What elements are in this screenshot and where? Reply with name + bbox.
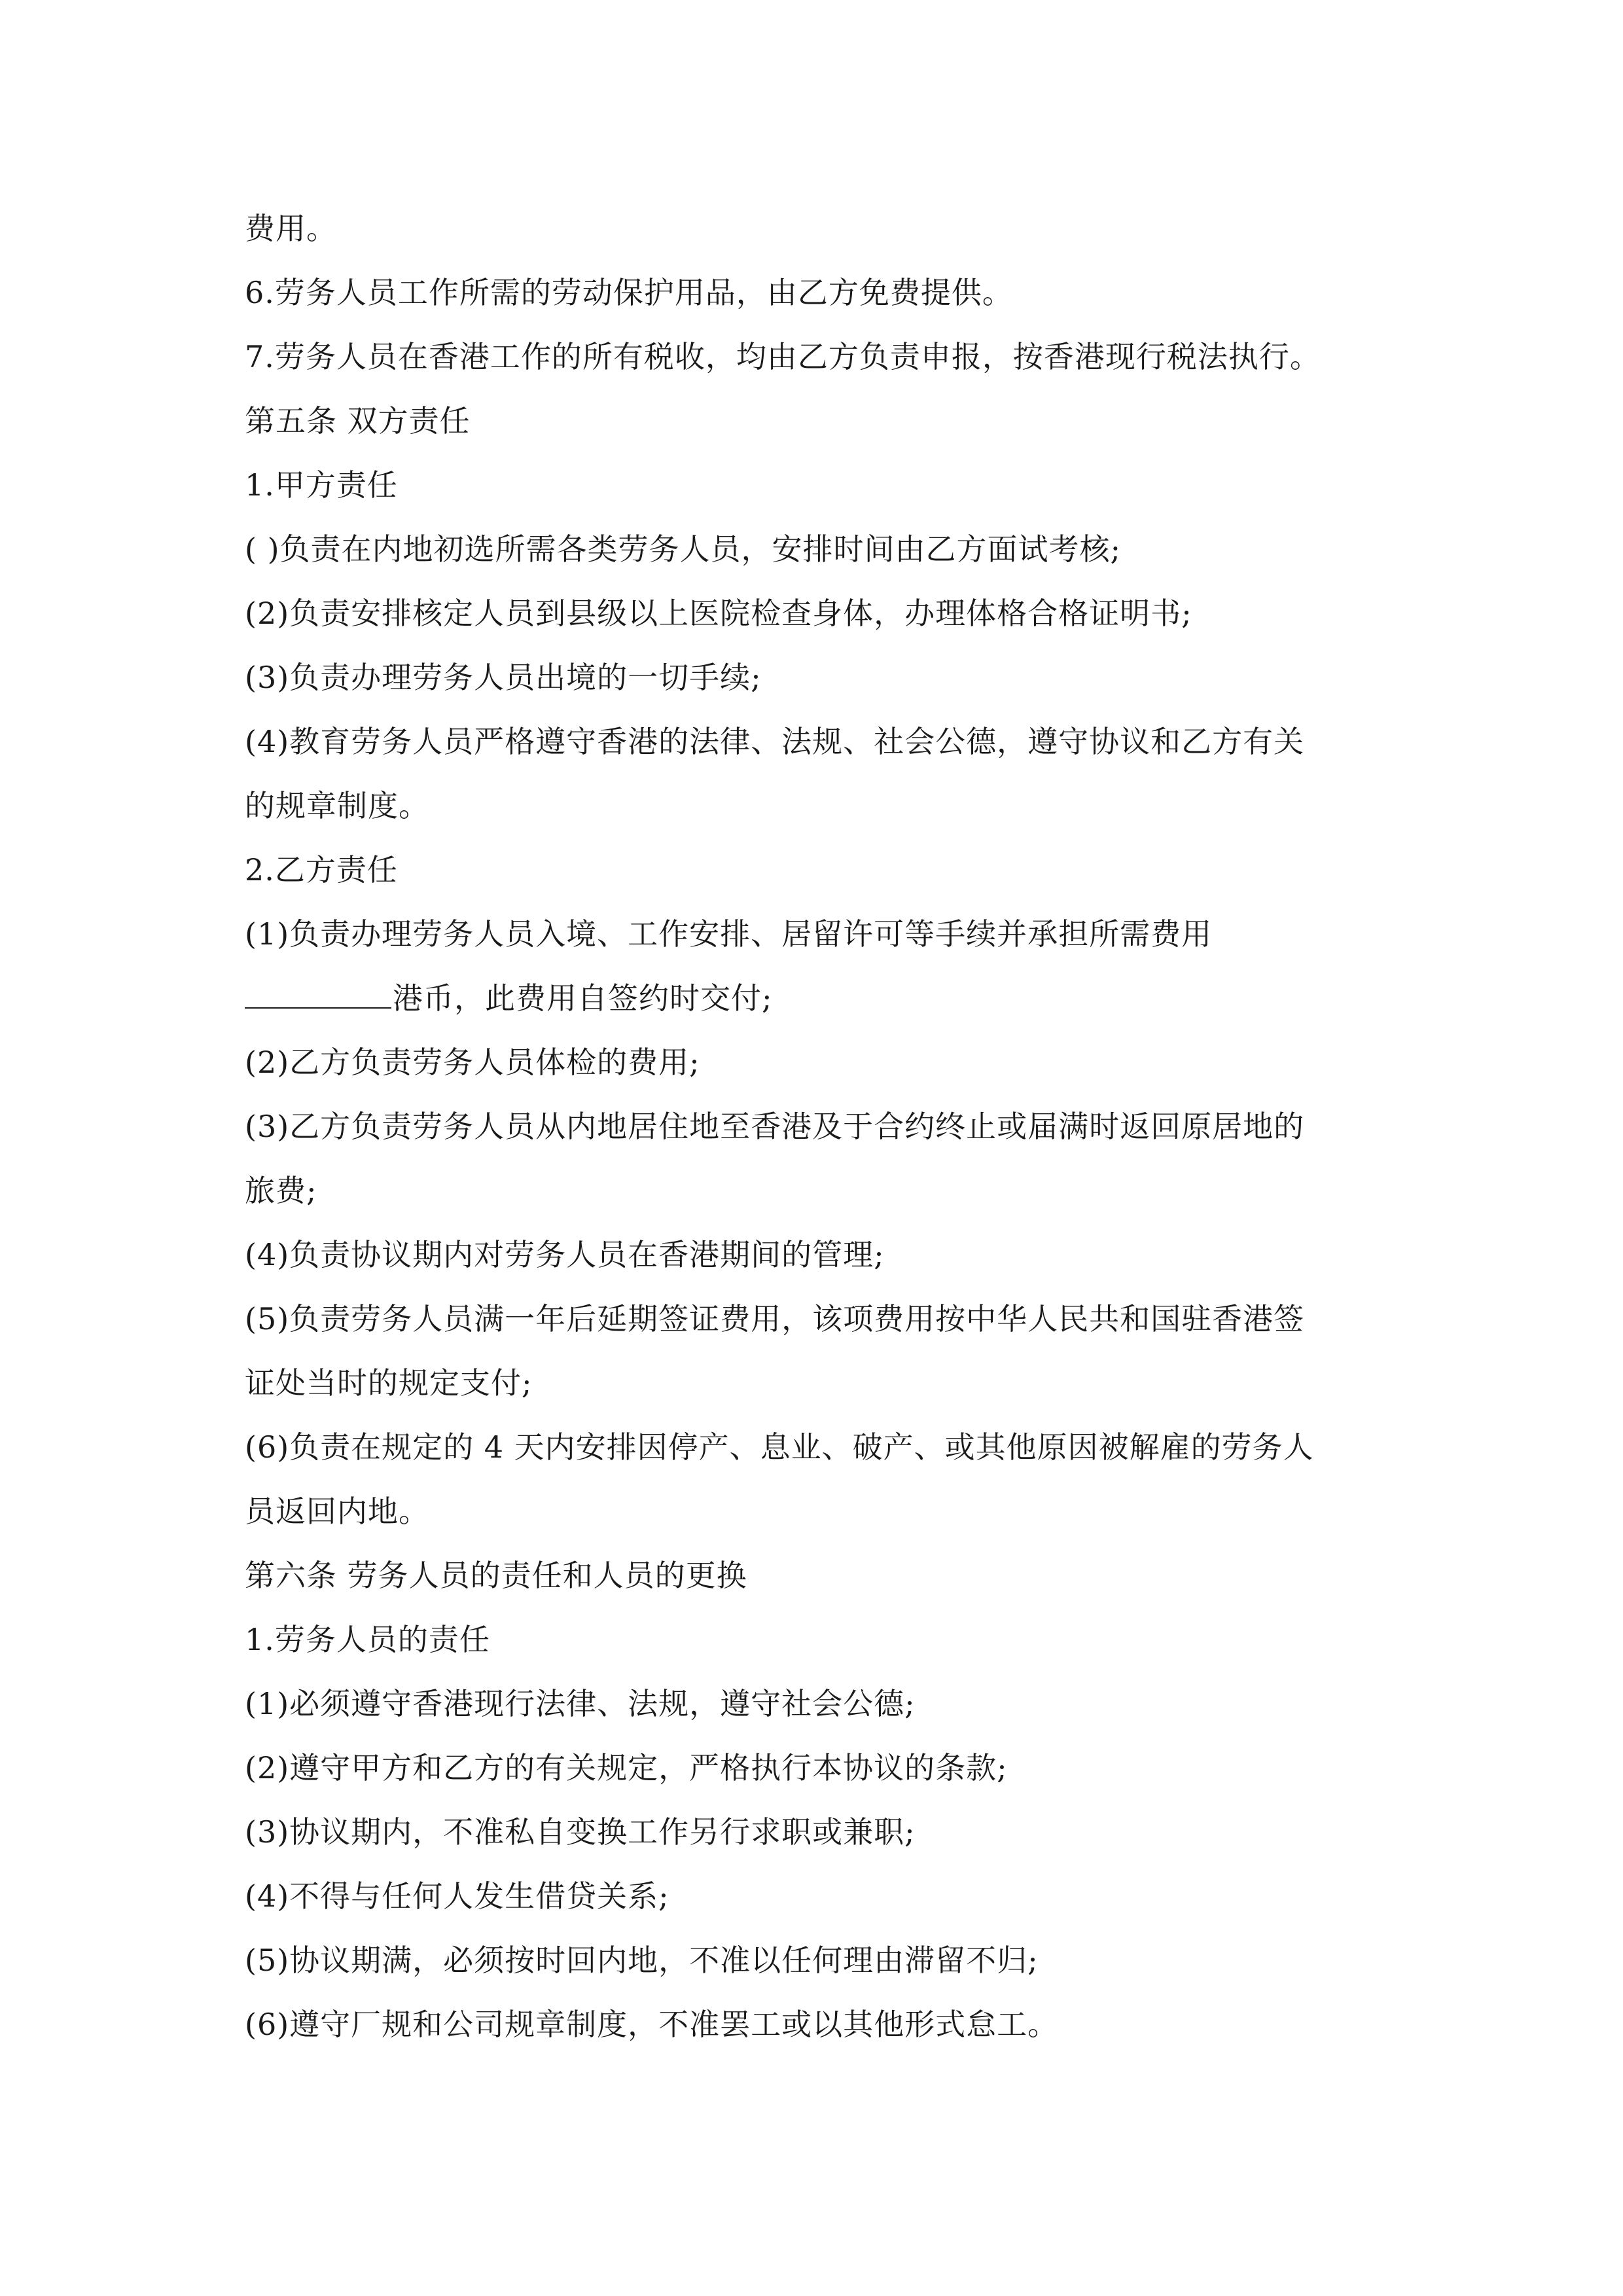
section-heading: 第五条 双方责任 bbox=[245, 403, 471, 439]
text-line: (2)负责安排核定人员到县级以上医院检查身体，办理体格合格证明书; bbox=[245, 596, 1192, 631]
section-heading: 第六条 劳务人员的责任和人员的更换 bbox=[245, 1558, 747, 1593]
text-line: (3)负责办理劳务人员出境的一切手续; bbox=[245, 660, 762, 695]
text-line: (5)协议期满，必须按时回内地，不准以任何理由滞留不归; bbox=[245, 1943, 1039, 1978]
text-line: 证处当时的规定支付; bbox=[245, 1365, 533, 1401]
text-line: 7.劳务人员在香港工作的所有税收，均由乙方负责申报，按香港现行税法执行。 bbox=[245, 339, 1321, 374]
text-line: (4)不得与任何人发生借贷关系; bbox=[245, 1878, 669, 1914]
text-line: (1)负责办理劳务人员入境、工作安排、居留许可等手续并承担所需费用 bbox=[245, 916, 1213, 952]
text-line: (4)教育劳务人员严格遵守香港的法律、法规、社会公德，遵守协议和乙方有关 bbox=[245, 724, 1305, 759]
text-fragment: 港币，此费用自签约时交付; bbox=[393, 980, 773, 1016]
text-line: (5)负责劳务人员满一年后延期签证费用，该项费用按中华人民共和国驻香港签 bbox=[245, 1301, 1305, 1336]
text-line-with-blank bbox=[245, 966, 1390, 1030]
text-line: (6)遵守厂规和公司规章制度，不准罢工或以其他形式怠工。 bbox=[245, 2007, 1059, 2042]
subsection-heading: 1.甲方责任 bbox=[245, 467, 398, 503]
text-line: (1)必须遵守香港现行法律、法规，遵守社会公德; bbox=[245, 1686, 916, 1721]
text-line: (2)遵守甲方和乙方的有关规定，严格执行本协议的条款; bbox=[245, 1750, 1008, 1785]
text-line: (4)负责协议期内对劳务人员在香港期间的管理; bbox=[245, 1237, 885, 1272]
text-line: (6)负责在规定的 4 天内安排因停产、息业、破产、或其他原因被解雇的劳务人 bbox=[245, 1429, 1314, 1465]
text-line: ( )负责在内地初选所需各类劳务人员，安排时间由乙方面试考核; bbox=[245, 531, 1122, 567]
text-line: 6.劳务人员工作所需的劳动保护用品，由乙方免费提供。 bbox=[245, 275, 1013, 310]
subsection-heading: 2.乙方责任 bbox=[245, 852, 398, 888]
fill-in-blank bbox=[245, 982, 391, 1009]
text-line: (3)乙方负责劳务人员从内地居住地至香港及于合约终止或届满时返回原居地的 bbox=[245, 1109, 1305, 1144]
subsection-heading: 1.劳务人员的责任 bbox=[245, 1622, 490, 1657]
text-line: 费用。 bbox=[245, 211, 337, 246]
text-line: (3)协议期内，不准私自变换工作另行求职或兼职; bbox=[245, 1814, 916, 1850]
text-line: 的规章制度。 bbox=[245, 788, 429, 823]
text-line: (2)乙方负责劳务人员体检的费用; bbox=[245, 1045, 700, 1080]
text-line: 旅费; bbox=[245, 1173, 317, 1208]
document-body bbox=[245, 196, 1390, 2056]
text-line: 员返回内地。 bbox=[245, 1494, 429, 1529]
